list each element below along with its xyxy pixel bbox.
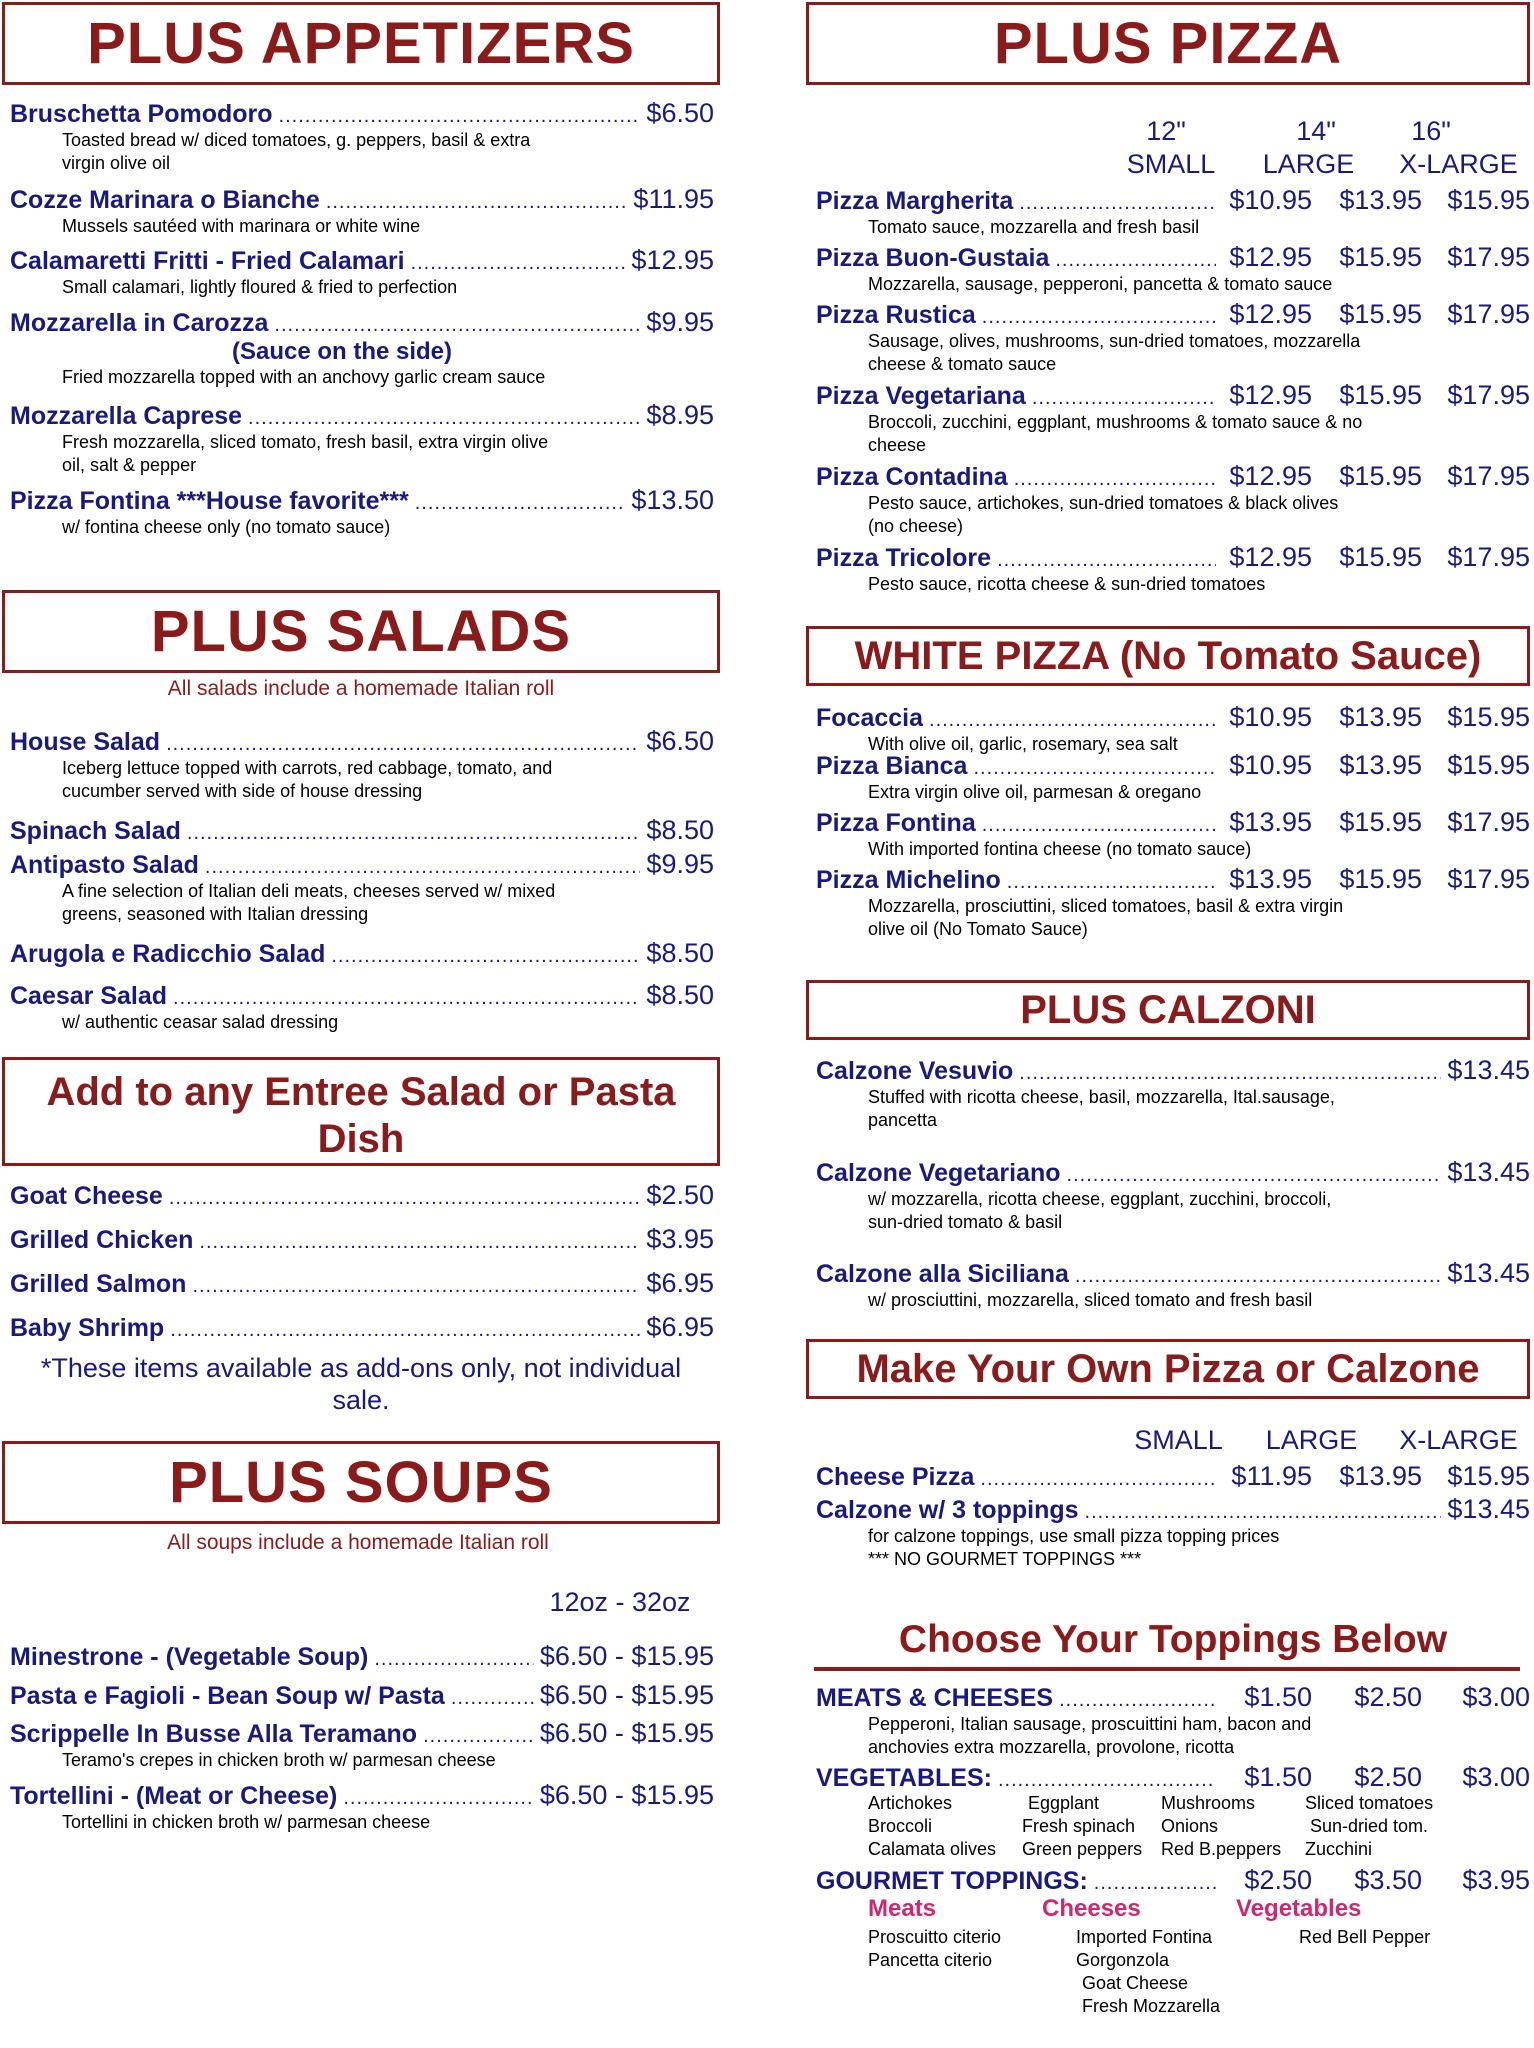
item-desc: Sausage, olives, mushrooms, sun-dried tomatoes, mozzarella	[868, 331, 1361, 351]
item-price: $13.50	[631, 485, 714, 515]
addon-item	[10, 1224, 714, 1255]
item-desc: (no cheese)	[868, 516, 964, 536]
make-own-title: Make Your Own Pizza or Calzone	[856, 1347, 1480, 1391]
pizza-item	[816, 864, 1530, 941]
toppings-vegetables	[816, 1762, 1530, 1793]
price-large: $15.95	[1339, 542, 1422, 572]
price-large: $3.50	[1354, 1865, 1422, 1895]
price-small: $11.95	[1231, 1461, 1312, 1491]
price-small: $12.95	[1229, 461, 1312, 491]
salads-header	[2, 590, 720, 673]
item-price: $6.50 - $15.95	[539, 1641, 714, 1671]
price-large: $15.95	[1339, 864, 1422, 894]
cheese-pizza-item	[816, 1461, 1530, 1492]
addons-title-line1: Add to any Entree Salad or Pasta	[46, 1070, 676, 1114]
item-name: Calamaretti Fritti - Fried Calamari	[10, 247, 405, 275]
pizza-title: PLUS PIZZA	[993, 11, 1343, 76]
item-price: $8.95	[646, 400, 714, 430]
item-price: $8.50	[646, 815, 714, 845]
item-price: $6.95	[646, 1312, 714, 1342]
size-name-large: LARGE	[1265, 1425, 1358, 1455]
gourmet-list	[868, 1927, 1528, 2023]
pizza-item	[816, 380, 1530, 457]
addons-title-line2: Dish	[317, 1117, 405, 1161]
price-xlarge: $17.95	[1447, 807, 1530, 837]
price-small: $10.95	[1229, 702, 1312, 732]
item-desc: olive oil (No Tomato Sauce)	[868, 919, 1088, 939]
item-desc: Toasted bread w/ diced tomatoes, g. peppers, basil & extra	[62, 130, 531, 150]
vegetable-name: Calamata olives	[868, 1839, 997, 1859]
item-name: Pizza Tricolore	[816, 544, 992, 572]
appetizers-title: PLUS APPETIZERS	[87, 11, 635, 76]
item-name: Cozze Marinara o Bianche	[10, 186, 320, 214]
vegetable-name: Artichokes	[868, 1793, 953, 1813]
item-price: $13.45	[1447, 1258, 1530, 1288]
price-large: $15.95	[1339, 461, 1422, 491]
price-xlarge: $15.95	[1447, 750, 1530, 780]
item-desc: Fresh mozzarella, sliced tomato, fresh basil, extra virgin olive	[62, 432, 549, 452]
item-subnote: (Sauce on the side)	[231, 338, 453, 365]
menu-item	[10, 400, 714, 477]
menu-item	[10, 245, 714, 299]
item-desc: Extra virgin olive oil, parmesan & oregano	[868, 782, 1202, 802]
make-own-header	[806, 1339, 1530, 1399]
menu-item	[10, 1680, 714, 1711]
price-xlarge: $3.00	[1462, 1682, 1530, 1712]
gourmet-cheese: Gorgonzola	[1076, 1950, 1170, 1970]
item-name: MEATS & CHEESES	[816, 1684, 1054, 1712]
salads-note: All salads include a homemade Italian roll	[167, 677, 555, 700]
item-name: Baby Shrimp	[10, 1314, 165, 1342]
item-price: $12.95	[631, 245, 714, 275]
calzone-toppings-item	[816, 1494, 1530, 1571]
vegetable-name: Zucchini	[1305, 1839, 1373, 1859]
gourmet-vegetable: Red Bell Pepper	[1299, 1927, 1431, 1947]
item-name: House Salad	[10, 728, 161, 756]
item-desc: sun-dried tomato & basil	[868, 1212, 1063, 1232]
item-name: Mozzarella in Carozza	[10, 309, 269, 337]
calzone-item	[816, 1157, 1530, 1234]
gourmet-category-meats: Meats	[868, 1895, 937, 1922]
item-desc: Pesto sauce, artichokes, sun-dried tomatoes & black olives	[868, 493, 1339, 513]
item-name: Scrippelle In Busse Alla Teramano	[10, 1720, 418, 1748]
item-price: $6.95	[646, 1268, 714, 1298]
item-name: Grilled Salmon	[10, 1270, 187, 1298]
item-name: Pizza Vegetariana	[816, 382, 1026, 410]
appetizers-header	[2, 2, 720, 85]
size-name-large: LARGE	[1262, 149, 1355, 179]
gourmet-meat: Proscuitto citerio	[868, 1927, 1002, 1947]
item-desc: Broccoli, zucchini, eggplant, mushrooms & tomato sauce & no	[868, 412, 1363, 432]
price-large: $2.50	[1354, 1762, 1422, 1792]
pizza-item	[816, 750, 1530, 804]
item-name: Pizza Fontina ***House favorite***	[10, 487, 409, 515]
price-xlarge: $3.00	[1462, 1762, 1530, 1792]
pizza-item	[816, 242, 1530, 296]
price-large: $13.95	[1339, 702, 1422, 732]
pizza-item	[816, 807, 1530, 861]
menu-item	[10, 938, 714, 969]
item-name: Antipasto Salad	[10, 851, 199, 879]
item-desc: With imported fontina cheese (no tomato sauce)	[868, 839, 1252, 859]
item-name: Bruschetta Pomodoro	[10, 100, 273, 128]
size-name-xlarge: X-LARGE	[1399, 149, 1518, 179]
size-inch-12: 12"	[1146, 116, 1186, 146]
addon-item	[10, 1268, 714, 1299]
item-price: $6.50 - $15.95	[539, 1780, 714, 1810]
addons-note-line2: sale.	[332, 1385, 390, 1415]
item-desc: With olive oil, garlic, rosemary, sea salt	[868, 734, 1178, 754]
item-name: Pasta e Fagioli - Bean Soup w/ Pasta	[10, 1682, 445, 1710]
addon-item	[10, 1312, 714, 1343]
item-desc: for calzone toppings, use small pizza topping prices	[868, 1526, 1280, 1546]
item-name: Calzone Vesuvio	[816, 1057, 1014, 1085]
size-inch-16: 16"	[1411, 116, 1451, 146]
soups-note: All soups include a homemade Italian roll	[167, 1531, 549, 1554]
item-desc: Mozzarella, sausage, pepperoni, pancetta & tomato sauce	[868, 274, 1333, 294]
item-name: Pizza Michelino	[816, 866, 1001, 894]
item-price: $13.45	[1447, 1494, 1530, 1524]
toppings-divider	[814, 1667, 1520, 1671]
item-price: $9.95	[646, 849, 714, 879]
item-desc: oil, salt & pepper	[62, 455, 197, 475]
item-name: Cheese Pizza	[816, 1463, 975, 1491]
vegetable-name: Sun-dried tom.	[1310, 1816, 1429, 1836]
item-name: Goat Cheese	[10, 1182, 163, 1210]
item-name: GOURMET TOPPINGS:	[816, 1867, 1088, 1895]
price-xlarge: $15.95	[1447, 185, 1530, 215]
gourmet-cheese: Fresh Mozzarella	[1082, 1996, 1221, 2016]
item-desc: Mussels sautéed with marinara or white wine	[62, 216, 421, 236]
price-xlarge: $17.95	[1447, 242, 1530, 272]
price-xlarge: $17.95	[1447, 299, 1530, 329]
item-name: Mozzarella Caprese	[10, 402, 243, 430]
item-price: $8.50	[646, 938, 714, 968]
price-xlarge: $15.95	[1447, 1461, 1530, 1491]
addons-note-line1: *These items available as add-ons only, not individual	[40, 1353, 682, 1383]
vegetable-name: Red B.peppers	[1161, 1839, 1282, 1859]
pizza-header	[806, 2, 1530, 85]
item-price: $13.45	[1447, 1055, 1530, 1085]
price-small: $2.50	[1244, 1865, 1312, 1895]
price-xlarge: $17.95	[1447, 461, 1530, 491]
menu-item	[10, 849, 714, 926]
vegetable-name: Broccoli	[868, 1816, 933, 1836]
item-desc: Pepperoni, Italian sausage, proscuittini ham, bacon and	[868, 1714, 1312, 1734]
calzoni-header	[806, 980, 1530, 1040]
item-desc: cheese & tomato sauce	[868, 354, 1057, 374]
item-name: VEGETABLES:	[816, 1764, 992, 1792]
pizza-item	[816, 702, 1530, 756]
price-large: $15.95	[1339, 807, 1422, 837]
vegetable-name: Onions	[1161, 1816, 1219, 1836]
item-desc: cucumber served with side of house dressing	[62, 781, 423, 801]
item-price: $6.50 - $15.95	[539, 1718, 714, 1748]
pizza-item	[816, 185, 1530, 239]
item-desc: Stuffed with ricotta cheese, basil, mozzarella, Ital.sausage,	[868, 1087, 1335, 1107]
item-name: Arugola e Radicchio Salad	[10, 940, 326, 968]
item-desc: virgin olive oil	[62, 153, 171, 173]
price-small: $12.95	[1229, 242, 1312, 272]
price-small: $12.95	[1229, 299, 1312, 329]
vegetable-name: Eggplant	[1028, 1793, 1100, 1813]
menu-item	[10, 726, 714, 803]
menu-item	[10, 184, 714, 238]
item-desc: w/ fontina cheese only (no tomato sauce)	[62, 517, 391, 537]
price-small: $13.95	[1229, 807, 1312, 837]
gourmet-cheese: Imported Fontina	[1076, 1927, 1213, 1947]
size-name-small: SMALL	[1126, 149, 1216, 179]
toppings-meats-cheeses	[816, 1682, 1530, 1759]
vegetable-name: Fresh spinach	[1022, 1816, 1136, 1836]
item-price: $3.95	[646, 1224, 714, 1254]
price-small: $10.95	[1229, 185, 1312, 215]
price-xlarge: $17.95	[1447, 864, 1530, 894]
price-small: $1.50	[1244, 1682, 1312, 1712]
price-small: $13.95	[1229, 864, 1312, 894]
size-inch-14: 14"	[1296, 116, 1336, 146]
menu-item	[10, 1780, 714, 1834]
vegetable-name: Mushrooms	[1161, 1793, 1256, 1813]
gourmet-category-vegetables: Vegetables	[1236, 1895, 1362, 1922]
item-price: $6.50	[646, 98, 714, 128]
price-large: $13.95	[1339, 185, 1422, 215]
item-desc: *** NO GOURMET TOPPINGS ***	[868, 1549, 1142, 1569]
gourmet-cheese: Goat Cheese	[1082, 1973, 1189, 1993]
item-name: Minestrone - (Vegetable Soup)	[10, 1643, 369, 1671]
item-desc: Tomato sauce, mozzarella and fresh basil	[868, 217, 1200, 237]
price-xlarge: $3.95	[1462, 1865, 1530, 1895]
size-name-xlarge: X-LARGE	[1399, 1425, 1518, 1455]
gourmet-meat: Pancetta citerio	[868, 1950, 993, 1970]
item-name: Pizza Rustica	[816, 301, 976, 329]
price-large: $13.95	[1339, 1461, 1422, 1491]
item-desc: Mozzarella, prosciuttini, sliced tomatoes, basil & extra virgin	[868, 896, 1344, 916]
item-name: Calzone alla Siciliana	[816, 1260, 1069, 1288]
item-desc: Pesto sauce, ricotta cheese & sun-dried tomatoes	[868, 574, 1266, 594]
item-price: $11.95	[633, 184, 714, 214]
price-large: $13.95	[1339, 750, 1422, 780]
menu-item	[10, 1641, 714, 1672]
item-name: Caesar Salad	[10, 982, 168, 1010]
item-name: Tortellini - (Meat or Cheese)	[10, 1782, 338, 1810]
item-price: $9.95	[646, 307, 714, 337]
item-desc: Small calamari, lightly floured & fried to perfection	[62, 277, 458, 297]
price-xlarge: $17.95	[1447, 542, 1530, 572]
menu-item	[10, 98, 714, 175]
soups-sizes: 12oz - 32oz	[549, 1587, 691, 1617]
price-large: $15.95	[1339, 380, 1422, 410]
item-price: $6.50	[646, 726, 714, 756]
menu-item	[10, 307, 714, 389]
menu-item	[10, 980, 714, 1034]
soups-title: PLUS SOUPS	[169, 1450, 553, 1515]
price-xlarge: $15.95	[1447, 702, 1530, 732]
menu-item	[10, 1718, 714, 1772]
price-large: $2.50	[1354, 1682, 1422, 1712]
gourmet-category-cheeses: Cheeses	[1042, 1895, 1141, 1922]
item-name: Focaccia	[816, 704, 924, 732]
menu-item	[10, 485, 714, 539]
item-desc: Fried mozzarella topped with an anchovy garlic cream sauce	[62, 367, 546, 387]
item-desc: anchovies extra mozzarella, provolone, ricotta	[868, 1737, 1235, 1757]
price-small: $10.95	[1229, 750, 1312, 780]
toppings-title: Choose Your Toppings Below	[898, 1618, 1448, 1661]
item-desc: greens, seasoned with Italian dressing	[62, 904, 369, 924]
calzone-item	[816, 1258, 1530, 1312]
item-desc: Iceberg lettuce topped with carrots, red cabbage, tomato, and	[62, 758, 553, 778]
item-name: Pizza Margherita	[816, 187, 1014, 215]
item-desc: cheese	[868, 435, 927, 455]
white-pizza-title: WHITE PIZZA (No Tomato Sauce)	[854, 634, 1482, 678]
pizza-item	[816, 461, 1530, 538]
item-desc: pancetta	[868, 1110, 938, 1130]
item-name: Spinach Salad	[10, 817, 181, 845]
vegetable-list	[868, 1793, 1528, 1865]
price-small: $12.95	[1229, 380, 1312, 410]
price-large: $15.95	[1339, 242, 1422, 272]
menu-item	[10, 815, 714, 846]
price-small: $12.95	[1229, 542, 1312, 572]
item-name: Pizza Fontina	[816, 809, 976, 837]
vegetable-name: Green peppers	[1022, 1839, 1143, 1859]
item-price: $6.50 - $15.95	[539, 1680, 714, 1710]
item-desc: A fine selection of Italian deli meats, cheeses served w/ mixed	[62, 881, 556, 901]
item-price: $8.50	[646, 980, 714, 1010]
calzoni-title: PLUS CALZONI	[1020, 988, 1316, 1032]
white-pizza-header	[806, 626, 1530, 686]
addon-item	[10, 1180, 714, 1211]
item-name: Pizza Bianca	[816, 752, 968, 780]
item-desc: w/ authentic ceasar salad dressing	[62, 1012, 339, 1032]
item-name: Grilled Chicken	[10, 1226, 194, 1254]
soups-header	[2, 1441, 720, 1524]
pizza-item	[816, 542, 1530, 596]
pizza-item	[816, 299, 1530, 376]
price-xlarge: $17.95	[1447, 380, 1530, 410]
item-desc: w/ prosciuttini, mozzarella, sliced tomato and fresh basil	[868, 1290, 1313, 1310]
item-name: Calzone w/ 3 toppings	[816, 1496, 1079, 1524]
vegetable-name: Sliced tomatoes	[1305, 1793, 1434, 1813]
item-name: Pizza Contadina	[816, 463, 1008, 491]
item-name: Pizza Buon-Gustaia	[816, 244, 1050, 272]
toppings-gourmet	[816, 1865, 1530, 1896]
item-desc: w/ mozzarella, ricotta cheese, eggplant, zucchini, broccoli,	[868, 1189, 1332, 1209]
item-price: $13.45	[1447, 1157, 1530, 1187]
item-price: $2.50	[646, 1180, 714, 1210]
size-name-small: SMALL	[1134, 1425, 1223, 1455]
item-desc: Teramo's crepes in chicken broth w/ parmesan cheese	[62, 1750, 496, 1770]
price-small: $1.50	[1244, 1762, 1312, 1792]
item-name: Calzone Vegetariano	[816, 1159, 1061, 1187]
price-large: $15.95	[1339, 299, 1422, 329]
salads-title: PLUS SALADS	[150, 599, 572, 664]
calzone-item	[816, 1055, 1530, 1132]
item-desc: Tortellini in chicken broth w/ parmesan cheese	[62, 1812, 431, 1832]
addons-header	[2, 1057, 720, 1166]
